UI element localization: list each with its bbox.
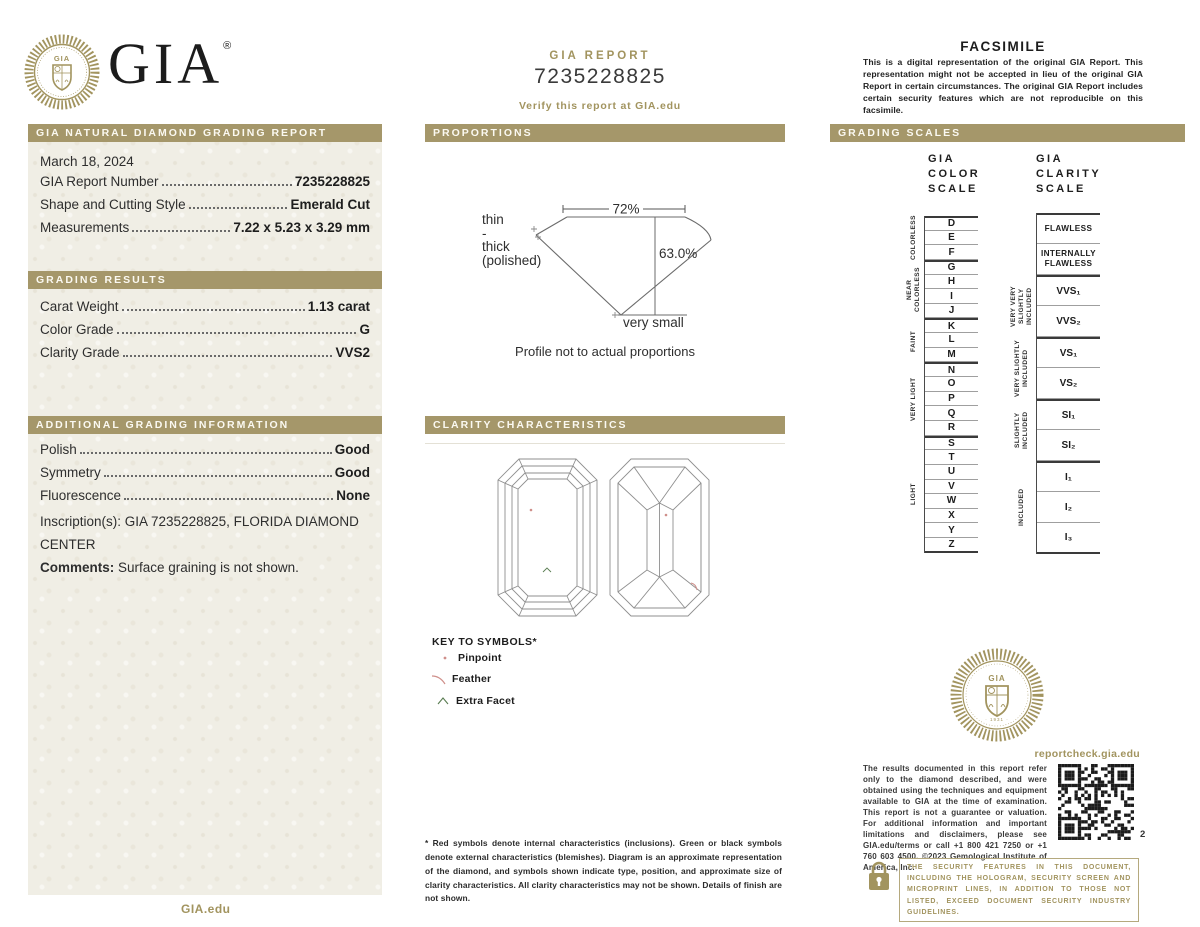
scale-cell: VVS₂ <box>1037 306 1100 337</box>
svg-text:GIA: GIA <box>53 54 71 63</box>
inscription-text: Inscription(s): GIA 7235228825, FLORIDA DIAMOND CENTER <box>40 514 359 552</box>
depth-percent: 63.0% <box>659 246 698 261</box>
verify-report-link[interactable]: Verify this report at GIA.edu <box>518 100 682 112</box>
row-report-number <box>40 174 370 189</box>
gia-logo <box>22 32 102 117</box>
section-header-grading-scales: GRADING SCALES <box>830 124 1185 142</box>
color-group-faint: FAINT <box>910 330 917 352</box>
row-value: Emerald Cut <box>290 197 370 212</box>
scale-cell: INTERNALLY FLAWLESS <box>1037 244 1100 275</box>
color-group-very-light: VERY LIGHT <box>910 377 917 422</box>
clarity-group-vvs: VERY VERY SLIGHTLY INCLUDED <box>1010 285 1033 327</box>
gia-seal-icon <box>22 32 102 112</box>
row-label: Fluorescence <box>40 488 122 503</box>
scale-cell: U <box>925 465 978 480</box>
scale-cell: N <box>925 362 978 377</box>
scale-cell: T <box>925 450 978 465</box>
report-label: GIA REPORT <box>549 50 651 62</box>
row-label: GIA Report Number <box>40 174 159 189</box>
row-symmetry <box>40 465 370 480</box>
section-header-additional-info: ADDITIONAL GRADING INFORMATION <box>28 416 382 434</box>
row-label: Polish <box>40 442 77 457</box>
divider <box>425 443 785 444</box>
row-label: Symmetry <box>40 465 101 480</box>
scale-cell: K <box>925 318 978 333</box>
security-text: THE SECURITY FEATURES IN THIS DOCUMENT, INCLUDING THE HOLOGRAM, SECURITY SCREEN AND MICROPRINT LINES, IN ADDITION TO THOSE NOT LISTED, EXCEED DOCUMENT SECURITY INDUSTRY GUIDELINES. <box>899 858 1139 922</box>
dotted-leader <box>124 498 333 500</box>
clarity-scale-heading: GIA CLARITY SCALE <box>1036 153 1102 195</box>
scale-cell: J <box>925 304 978 319</box>
row-value: G <box>359 322 370 337</box>
scale-cell: Z <box>925 538 978 553</box>
key-label: Extra Facet <box>456 695 515 707</box>
report-details-panel <box>28 124 382 895</box>
scale-cell: I₃ <box>1037 523 1100 554</box>
row-value: Good <box>334 465 370 480</box>
clarity-group-included: INCLUDED <box>1018 488 1025 527</box>
key-item-feather <box>430 672 491 686</box>
dotted-leader <box>122 309 305 311</box>
scale-cell: VVS₁ <box>1037 275 1100 306</box>
dotted-leader <box>104 475 332 477</box>
facsimile-block <box>863 39 1143 116</box>
row-label: Clarity Grade <box>40 345 120 360</box>
registered-mark: ® <box>223 40 232 52</box>
gia-logotype <box>108 30 231 97</box>
girdle-line-4: (polished) <box>482 253 542 268</box>
key-label: Pinpoint <box>458 652 502 664</box>
row-label: Carat Weight <box>40 299 119 314</box>
facsimile-title: FACSIMILE <box>960 39 1046 54</box>
row-color-grade <box>40 322 370 337</box>
scale-cell: H <box>925 275 978 290</box>
row-value: 7.22 x 5.23 x 3.29 mm <box>233 220 370 235</box>
key-item-extra-facet <box>434 695 515 707</box>
qr-code[interactable] <box>1058 764 1134 840</box>
row-label: Color Grade <box>40 322 114 337</box>
dotted-leader <box>189 207 288 209</box>
scale-cell: VS₂ <box>1037 368 1100 399</box>
color-group-light: LIGHT <box>910 483 917 506</box>
scale-cell: I <box>925 289 978 304</box>
girdle-line-2: - <box>482 226 487 241</box>
clarity-scale <box>1036 213 1100 554</box>
scale-cell: VS₁ <box>1037 337 1100 368</box>
pinpoint-icon <box>436 652 454 664</box>
scale-cell: D <box>925 216 978 231</box>
scale-cell: I₂ <box>1037 492 1100 523</box>
clarity-group-si: SLIGHTLY INCLUDED <box>1014 411 1029 449</box>
dotted-leader <box>123 355 333 357</box>
scale-cell: F <box>925 245 978 260</box>
dotted-leader <box>162 184 292 186</box>
section-header-proportions: PROPORTIONS <box>425 124 785 142</box>
scale-cell: R <box>925 421 978 436</box>
color-scale <box>924 216 978 553</box>
row-value: VVS2 <box>335 345 370 360</box>
key-label: Feather <box>452 673 492 685</box>
scale-cell: I₁ <box>1037 461 1100 492</box>
logo-text: GIA <box>108 31 224 96</box>
scale-cell: G <box>925 260 978 275</box>
pinpoint-symbol <box>530 509 533 512</box>
scale-cell: O <box>925 377 978 392</box>
key-item-pinpoint <box>436 652 502 664</box>
gia-bottom-seal-icon <box>947 645 1047 745</box>
security-statement <box>866 858 1146 922</box>
feather-icon <box>430 672 448 686</box>
scale-cell: V <box>925 480 978 495</box>
proportions-diagram <box>425 148 785 343</box>
scale-cell: Y <box>925 523 978 538</box>
scale-cell: P <box>925 392 978 407</box>
color-group-colorless: COLORLESS <box>910 215 917 261</box>
svg-text:· 1931 ·: · 1931 · <box>985 717 1009 722</box>
padlock-icon <box>866 860 892 894</box>
scale-cell: SI₂ <box>1037 430 1100 461</box>
extra-facet-symbol <box>543 568 551 572</box>
gia-edu-link[interactable]: GIA.edu <box>181 902 231 916</box>
row-clarity-grade <box>40 345 370 360</box>
culet-label: very small <box>623 315 684 330</box>
row-shape <box>40 197 370 212</box>
color-scale-heading: GIA COLOR SCALE <box>928 153 981 195</box>
extra-facet-icon <box>434 696 452 706</box>
facsimile-text: This is a digital representation of the original GIA Report. This representation might not be accepted in lieu of the original GIA Report in certain circumstances. The original GIA Report includes certain security features which are not reproducible on this facsimile. <box>863 57 1143 116</box>
svg-text:GIA: GIA <box>988 674 1006 683</box>
row-carat-weight <box>40 299 370 314</box>
page-number: 2 <box>1140 829 1146 840</box>
row-value: None <box>336 488 370 503</box>
row-label: Shape and Cutting Style <box>40 197 186 212</box>
comments-value: Surface graining is not shown. <box>114 560 299 575</box>
gia-edu-link-wrap <box>181 900 231 918</box>
verify-block <box>480 100 720 112</box>
dotted-leader <box>117 332 357 334</box>
section-header-grading-results: GRADING RESULTS <box>28 271 382 289</box>
proportions-caption: Profile not to actual proportions <box>515 344 695 359</box>
clarity-footnote: * Red symbols denote internal characteristics (inclusions). Green or black symbols denote external characteristics (blemishes). Diagram is an approximate representation of the diamond, and symbols shown indicate type, position, and approximate size of clarity characteristics. All clarity characteristics may not be shown. Details of finish are not shown. <box>425 838 782 904</box>
comments-label: Comments: <box>40 560 115 575</box>
report-date: March 18, 2024 <box>40 154 134 169</box>
comments-text <box>40 556 372 579</box>
scale-cell: W <box>925 494 978 509</box>
row-polish <box>40 442 370 457</box>
row-value: Good <box>334 442 370 457</box>
scale-cell: L <box>925 333 978 348</box>
scale-cell: FLAWLESS <box>1037 213 1100 244</box>
row-value: 7235228825 <box>294 174 370 189</box>
girdle-line-1: thin <box>482 212 504 227</box>
section-header-clarity-characteristics: CLARITY CHARACTERISTICS <box>425 416 785 434</box>
report-id-block <box>480 50 720 89</box>
scale-cell: S <box>925 436 978 451</box>
scale-cell: X <box>925 509 978 524</box>
row-fluorescence <box>40 488 370 503</box>
pinpoint-symbol <box>665 514 668 517</box>
report-number: 7235228825 <box>534 65 666 88</box>
dotted-leader <box>132 230 230 232</box>
section-header-grading-report: GIA NATURAL DIAMOND GRADING REPORT <box>28 124 382 142</box>
table-percent: 72% <box>612 201 640 217</box>
girdle-line-3: thick <box>482 239 510 254</box>
row-measurements <box>40 220 370 235</box>
key-to-symbols-title: KEY TO SYMBOLS* <box>432 636 538 648</box>
scale-cell: Q <box>925 406 978 421</box>
scale-cell: SI₁ <box>1037 399 1100 430</box>
row-value: 1.13 carat <box>307 299 370 314</box>
row-label: Measurements <box>40 220 130 235</box>
reportcheck-link[interactable]: reportcheck.gia.edu <box>1034 748 1140 760</box>
scale-cell: M <box>925 348 978 363</box>
results-disclaimer-text: The results documented in this report refer only to the diamond described, and were obtained using the techniques and equipment available to GIA at the time of examination. This report is not a guarantee or valuation. For additional information and important limitations and disclaimers, please see GIA.edu/terms or call +1 800 421 7250 or +1 760 603 4500. ©2023 Gemological Institute of America, Inc. <box>863 764 1047 872</box>
color-group-near-colorless: NEAR COLORLESS <box>906 267 921 312</box>
dotted-leader <box>80 452 332 454</box>
clarity-group-vs: VERY SLIGHTLY INCLUDED <box>1014 339 1029 397</box>
scale-cell: E <box>925 231 978 246</box>
clarity-plot-diagram <box>495 455 715 625</box>
